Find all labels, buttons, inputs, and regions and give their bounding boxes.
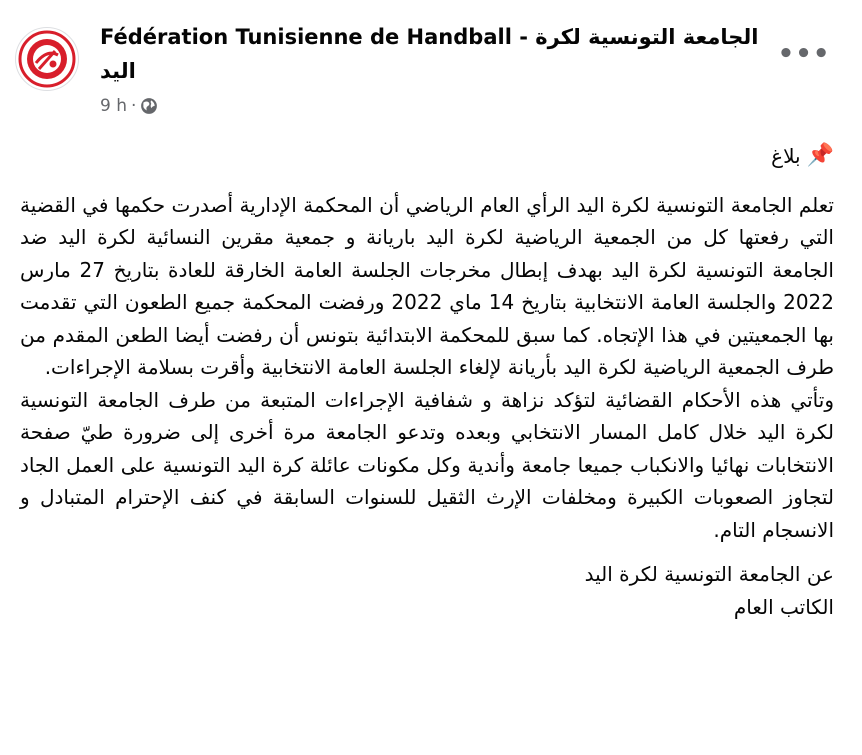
handball-federation-logo-icon xyxy=(17,29,77,89)
globe-icon[interactable] xyxy=(140,97,158,115)
more-options-button[interactable]: ••• xyxy=(777,39,831,69)
post-paragraph-2: وتأتي هذه الأحكام القضائية لتؤكد نزاهة و شفافية الإجراءات المتبعة من طرف الجامعة التونسية لكرة اليد خلال كامل المسار الانتخابي وبعده وتدعو الجامعة مرة أخرى إلى ضرورة طيّ صفحة الانتخابات نهائيا والانكباب جميعا جامعة وأندية وكل مكونات عائلة كرة اليد التونسية على العمل الجاد لتجاوز الصعوبات الكبيرة ومخلفات الإرث الثقيل للسنوات السابقة في كنف الإحترام المتبادل و الانسجام التام. xyxy=(20,387,834,542)
post-timestamp[interactable]: 9 h xyxy=(100,96,127,116)
post-title: بلاغ xyxy=(771,144,801,168)
post-title-line xyxy=(20,140,834,173)
pin-icon: 📌 xyxy=(806,143,834,168)
signature-line-1: عن الجامعة التونسية لكرة اليد xyxy=(584,562,834,586)
post-body xyxy=(20,140,834,623)
signature-line-2: الكاتب العام xyxy=(733,594,834,619)
post-author-name[interactable]: Fédération Tunisienne de Handball - الجامعة التونسية لكرة اليد xyxy=(100,25,759,83)
post-meta xyxy=(100,94,158,118)
page-avatar[interactable] xyxy=(15,27,79,91)
meta-separator: · xyxy=(131,96,137,116)
post-paragraph-1: تعلم الجامعة التونسية لكرة اليد الرأي العام الرياضي أن المحكمة الإدارية أصدرت حكمها في القضية التي رفعتها كل من الجمعية الرياضية لكرة اليد باريانة و جمعية مقرين النسائية لكرة اليد ضد الجامعة التونسية لكرة اليد بهدف إبطال مخرجات الجلسة العامة الخارقة للعادة بتاريخ 27 مارس 2022 والجلسة العامة الانتخابية بتاريخ 14 ماي 2022 ورفضت المحكمة جميع الطعون التي تقدمت بها الجمعيتين في هذا الإتجاه. كما سبق للمحكمة الابتدائية بتونس أن رفضت أيضا الطعن المقدم من طرف الجمعية الرياضية لكرة اليد بأريانة لإلغاء الجلسة العامة الانتخابية وأقرت بسلامة الإجراءات. xyxy=(20,192,834,379)
